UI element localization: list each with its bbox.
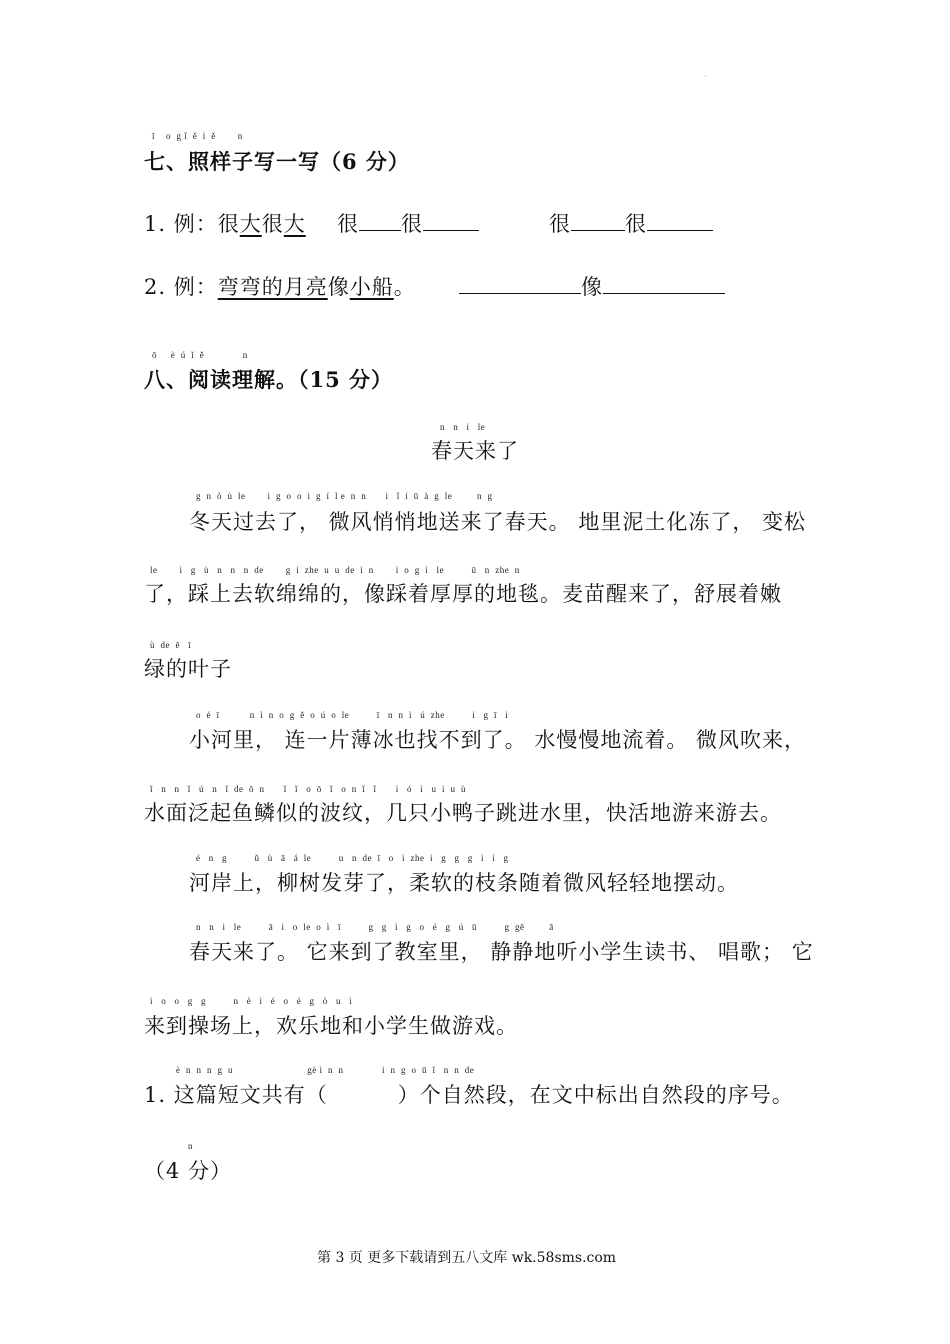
section7-q2: [144, 271, 416, 301]
paragraph-pinyin: n n i le ā i o le o ì ī g g ì g o é g ú ū g gē ā: [196, 922, 554, 932]
q1-char: 很: [401, 212, 423, 236]
answer-space[interactable]: [328, 1084, 398, 1102]
paragraph-pinyin: g n ò ù le i g o o ì g í l e n n ì ǐ í ū à g le n g: [196, 491, 493, 501]
q1-example-underlined: 大: [283, 212, 306, 236]
paragraph-line: 绿的叶子: [144, 657, 232, 681]
question1-text: ）个自然段，在文中标出自然段的序号。: [397, 1083, 794, 1107]
answer-blank[interactable]: [423, 212, 479, 231]
q1-char: 很: [625, 212, 647, 236]
question1-text: 1. 这篇短文共有（: [144, 1083, 328, 1107]
q1-char: 很: [217, 212, 240, 236]
question1-score-pinyin: n: [188, 1141, 193, 1151]
q2-lead: 例：: [173, 275, 218, 299]
question1-pinyin: è n n n g u gè ì n n i n g o ū ǐ n n de: [176, 1065, 475, 1075]
answer-blank[interactable]: [647, 212, 713, 231]
q2-number: 2.: [144, 275, 167, 299]
story-title-pinyin: n n i le: [440, 422, 486, 432]
q2-example-end: 。: [393, 275, 416, 299]
paragraph-line: 小河里， 连一片薄冰也找不到了。 水慢慢地流着。 微风吹来，: [189, 728, 807, 752]
paragraph-line: 水面泛起鱼鳞似的波纹，几只小鸭子跳进水里，快活地游来游去。: [144, 801, 782, 825]
q1-number: 1.: [144, 212, 167, 236]
section8-title: 八、阅读理解。（15 分）: [144, 367, 394, 392]
q2-fill: [459, 271, 725, 301]
q1-char: 很: [337, 212, 359, 236]
paragraph-pinyin: ù de ē ī: [150, 640, 192, 650]
page-footer: 第 3 页 更多下载请到五八文库 wk.58sms.com: [317, 1250, 617, 1266]
question1: [144, 1079, 794, 1109]
paragraph-line: 冬天过去了， 微风悄悄地送来了春天。 地里泥土化冻了， 变松: [189, 510, 807, 534]
paragraph-pinyin: o é ī n ì n o g ě o ú o le ī n n ì ú zhe i g ī i: [196, 710, 509, 720]
paragraph-pinyin: le i g ù n n n de g i zhe u u de ì n i o g i le ū n zhe n: [150, 565, 520, 575]
question1-score: （4 分）: [144, 1159, 233, 1183]
q2-example-verb: 像: [327, 275, 350, 299]
q1-example-underlined: 大: [239, 212, 262, 236]
q1-fill-2: [549, 208, 713, 238]
q1-fill-1: [337, 208, 479, 238]
story-title: 春天来了: [431, 439, 519, 463]
corner-mark: ˇ: [704, 76, 707, 83]
q2-verb: 像: [581, 275, 603, 299]
section7-pinyin: ī o g ǐ ě ì ě n: [152, 131, 243, 141]
paragraph-pinyin: é n g ǔ ù ā á le u n de ī o i zhe i g g g ì i g: [196, 853, 509, 863]
section7-q1: [144, 208, 306, 238]
q2-example-object: 小船: [349, 275, 394, 299]
paragraph-line: 春天来了。 它来到了教室里， 静静地听小学生读书、 唱歌； 它: [189, 940, 814, 964]
paragraph-line: 河岸上，柳树发芽了，柔软的枝条随着微风轻轻地摆动。: [189, 871, 739, 895]
answer-blank[interactable]: [359, 212, 401, 231]
paragraph-pinyin: i o o g g n è ì é o é g ò u ì: [150, 996, 353, 1006]
answer-blank[interactable]: [459, 275, 581, 294]
paragraph-pinyin: ǐ n n ǐ ú n ǐ de ō n ǐ ǐ o ō ǐ o n ǐ ǐ i ó ì u i u ù: [150, 784, 466, 794]
q1-lead: 例：: [173, 212, 218, 236]
section8-pinyin: ō è ú ǐ ě n: [152, 350, 248, 360]
q2-example-subject: 弯弯的月亮: [217, 275, 328, 299]
paragraph-line: 了，踩上去软绵绵的，像踩着厚厚的地毯。麦苗醒来了，舒展着嫩: [144, 582, 782, 606]
answer-blank[interactable]: [571, 212, 625, 231]
answer-blank[interactable]: [603, 275, 725, 294]
section7-title: 七、照样子写一写（6 分）: [144, 149, 410, 174]
q1-char: 很: [549, 212, 571, 236]
q1-char: 很: [261, 212, 284, 236]
paragraph-line: 来到操场上，欢乐地和小学生做游戏。: [144, 1014, 518, 1038]
